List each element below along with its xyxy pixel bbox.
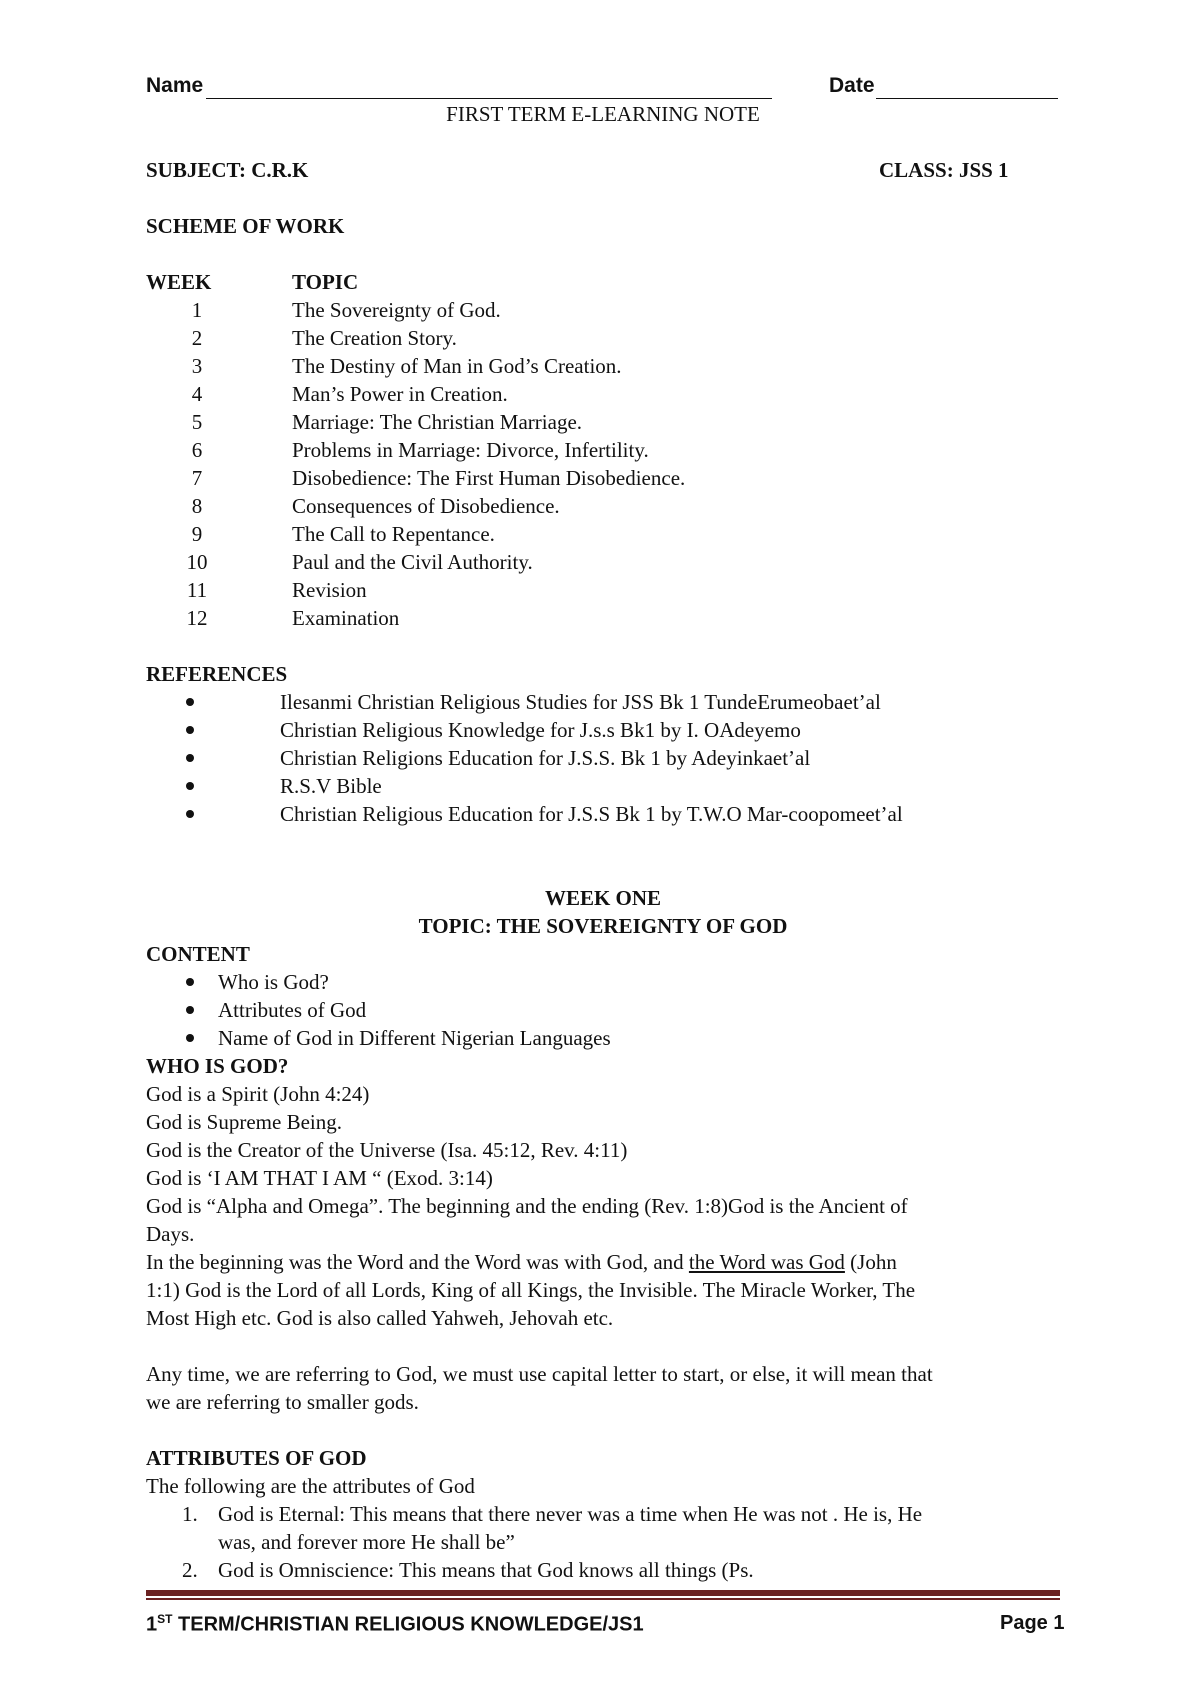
week-topic: Paul and the Civil Authority. xyxy=(292,550,533,574)
bullet-icon xyxy=(186,1006,194,1014)
bullet-icon xyxy=(186,978,194,986)
paragraph-line xyxy=(146,1248,897,1276)
week-number: 8 xyxy=(191,494,203,518)
text-run: (John xyxy=(844,1250,897,1274)
paragraph-line: Any time, we are referring to God, we must use capital letter to start, or else, it will mean that xyxy=(146,1362,933,1386)
week-topic: Disobedience: The First Human Disobedience. xyxy=(292,466,686,490)
week-topic: The Creation Story. xyxy=(292,326,457,350)
week-topic: Examination xyxy=(292,606,400,630)
footer-rule-thin xyxy=(146,1598,1060,1600)
week-column-header: WEEK xyxy=(146,270,212,294)
references-heading: REFERENCES xyxy=(146,662,288,686)
week-number: 7 xyxy=(191,466,203,490)
week-one-topic: TOPIC: THE SOVEREIGNTY OF GOD xyxy=(418,914,788,938)
week-number: 5 xyxy=(191,410,203,434)
date-blank xyxy=(876,98,1058,99)
paragraph-line: we are referring to smaller gods. xyxy=(146,1390,419,1414)
reference-item: R.S.V Bible xyxy=(280,774,382,798)
class-label: CLASS: JSS 1 xyxy=(879,158,1009,182)
date-label: Date xyxy=(829,74,875,97)
attribute-item: God is Omniscience: This means that God knows all things (Ps. xyxy=(218,1558,754,1582)
content-item: Who is God? xyxy=(218,970,329,994)
bullet-icon xyxy=(186,698,194,706)
week-number: 3 xyxy=(191,354,203,378)
week-topic: Consequences of Disobedience. xyxy=(292,494,560,518)
week-topic: Marriage: The Christian Marriage. xyxy=(292,410,583,434)
week-topic: The Call to Repentance. xyxy=(292,522,495,546)
paragraph-line: God is “Alpha and Omega”. The beginning and the ending (Rev. 1:8)God is the Ancient of xyxy=(146,1194,908,1218)
week-number: 1 xyxy=(191,298,203,322)
paragraph-line: Most High etc. God is also called Yahweh, Jehovah etc. xyxy=(146,1306,614,1330)
reference-item: Christian Religious Education for J.S.S Bk 1 by T.W.O Mar-coopomeet’al xyxy=(280,802,903,826)
topic-column-header: TOPIC xyxy=(292,270,359,294)
bullet-icon xyxy=(186,754,194,762)
footer-term-number: 1 xyxy=(146,1613,158,1636)
footer-course-text: TERM/CHRISTIAN RELIGIOUS KNOWLEDGE/JS1 xyxy=(172,1613,644,1636)
week-number: 9 xyxy=(191,522,203,546)
footer-ordinal: ST xyxy=(157,1612,173,1626)
list-number: 1. xyxy=(182,1502,198,1526)
underlined-text: the Word was God xyxy=(688,1250,845,1274)
content-heading: CONTENT xyxy=(146,942,250,966)
content-item: Name of God in Different Nigerian Languages xyxy=(218,1026,611,1050)
paragraph-line: God is a Spirit (John 4:24) xyxy=(146,1082,370,1106)
week-topic: The Sovereignty of God. xyxy=(292,298,501,322)
week-number: 6 xyxy=(191,438,203,462)
reference-item: Christian Religious Knowledge for J.s.s Bk1 by I. OAdeyemo xyxy=(280,718,801,742)
week-topic: Man’s Power in Creation. xyxy=(292,382,508,406)
bullet-icon xyxy=(186,726,194,734)
name-blank xyxy=(206,98,772,99)
bullet-icon xyxy=(186,782,194,790)
paragraph-line: Days. xyxy=(146,1222,195,1246)
week-number: 12 xyxy=(186,606,208,630)
reference-item: Christian Religions Education for J.S.S. Bk 1 by Adeyinkaet’al xyxy=(280,746,811,770)
week-one-heading: WEEK ONE xyxy=(544,886,662,910)
subject-label: SUBJECT: C.R.K xyxy=(146,158,309,182)
name-label: Name xyxy=(146,74,204,97)
footer-course-label xyxy=(146,1612,644,1637)
paragraph-line: God is the Creator of the Universe (Isa. 45:12, Rev. 4:11) xyxy=(146,1138,628,1162)
week-number: 4 xyxy=(191,382,203,406)
who-is-god-heading: WHO IS GOD? xyxy=(146,1054,289,1078)
content-item: Attributes of God xyxy=(218,998,367,1022)
week-topic: Problems in Marriage: Divorce, Infertility. xyxy=(292,438,649,462)
attribute-item-continued: was, and forever more He shall be” xyxy=(218,1530,515,1554)
bullet-icon xyxy=(186,810,194,818)
week-topic: The Destiny of Man in God’s Creation. xyxy=(292,354,622,378)
scheme-heading: SCHEME OF WORK xyxy=(146,214,345,238)
reference-item: Ilesanmi Christian Religious Studies for JSS Bk 1 TundeErumeobaet’al xyxy=(280,690,881,714)
document-title: FIRST TERM E-LEARNING NOTE xyxy=(446,102,760,126)
list-number: 2. xyxy=(182,1558,198,1582)
week-number: 11 xyxy=(186,578,208,602)
attributes-intro: The following are the attributes of God xyxy=(146,1474,475,1498)
paragraph-line: 1:1) God is the Lord of all Lords, King of all Kings, the Invisible. The Miracle Worker, The xyxy=(146,1278,916,1302)
paragraph-line: God is ‘I AM THAT I AM “ (Exod. 3:14) xyxy=(146,1166,493,1190)
page-number: Page 1 xyxy=(1000,1612,1065,1634)
footer-rule xyxy=(146,1590,1060,1596)
bullet-icon xyxy=(186,1034,194,1042)
week-number: 2 xyxy=(191,326,203,350)
week-topic: Revision xyxy=(292,578,367,602)
attributes-heading: ATTRIBUTES OF GOD xyxy=(146,1446,367,1470)
attribute-item: God is Eternal: This means that there never was a time when He was not . He is, He xyxy=(218,1502,923,1526)
text-run: In the beginning was the Word and the Word was with God, and xyxy=(146,1250,689,1274)
paragraph-line: God is Supreme Being. xyxy=(146,1110,342,1134)
week-number: 10 xyxy=(186,550,208,574)
